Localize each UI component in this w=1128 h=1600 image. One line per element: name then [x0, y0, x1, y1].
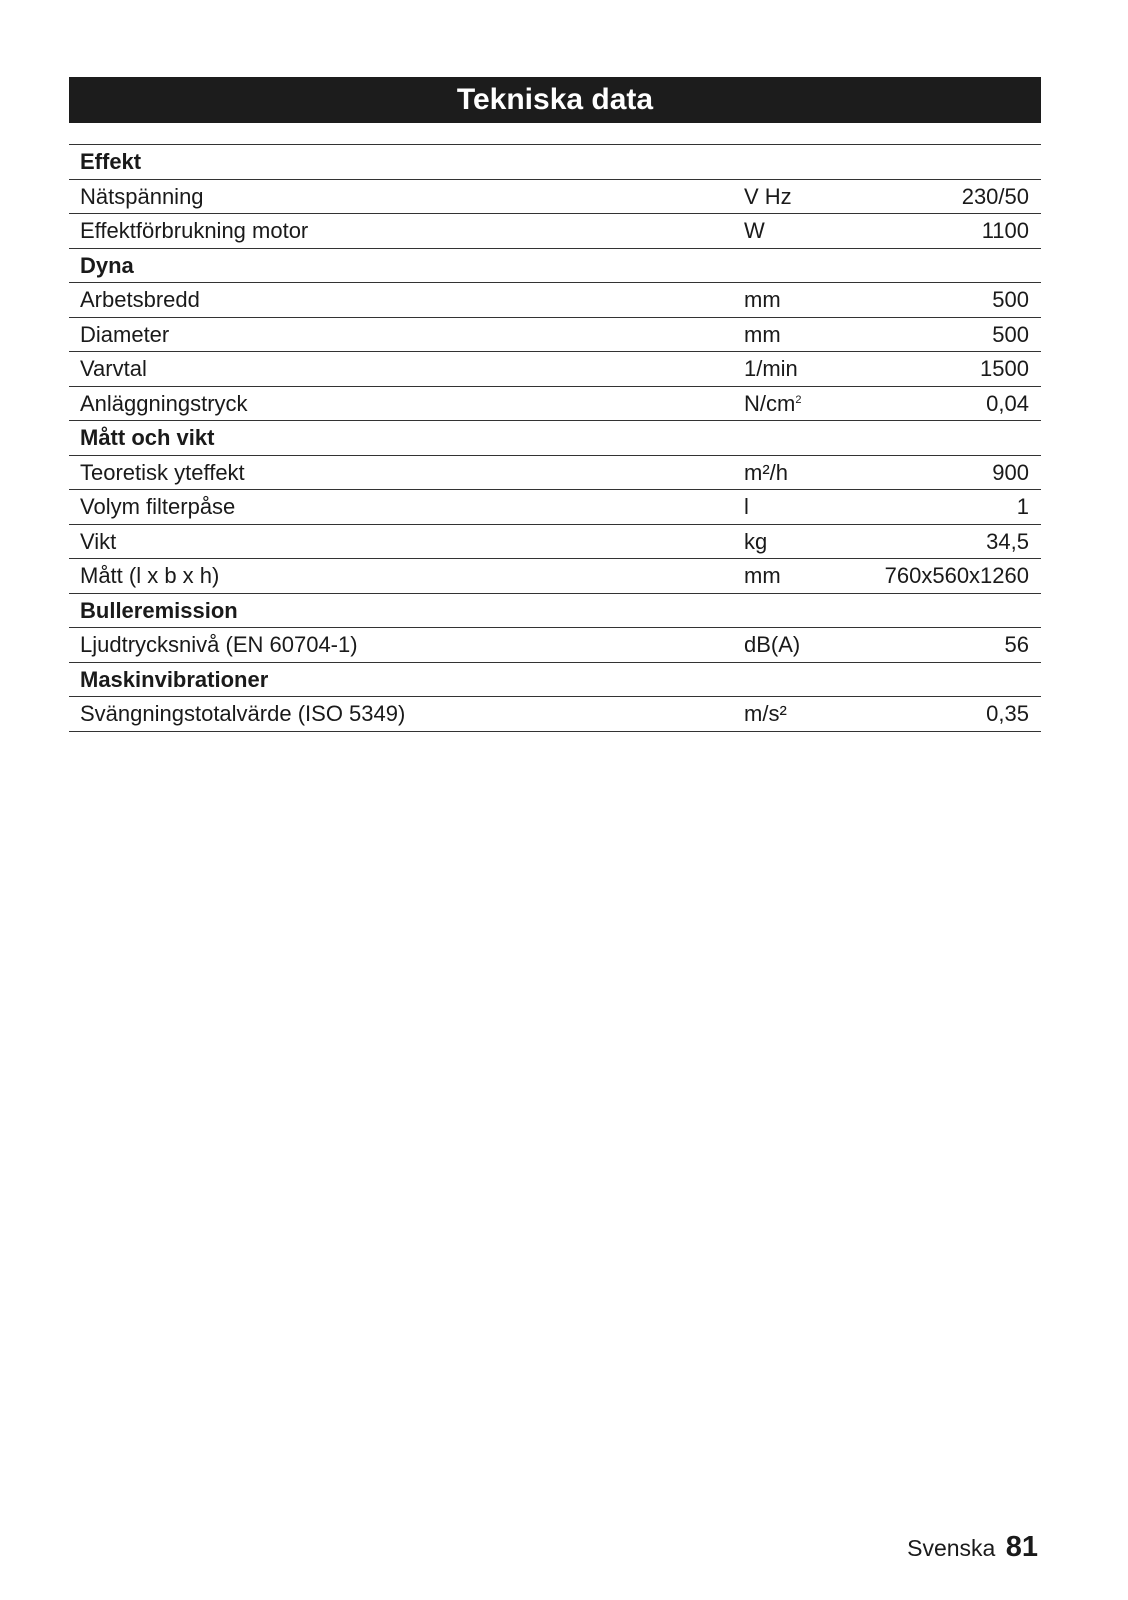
spec-label: Varvtal [80, 356, 147, 381]
spec-label: Svängningstotalvärde (ISO 5349) [80, 701, 406, 726]
spec-table [69, 144, 1041, 732]
footer-language: Svenska [907, 1535, 996, 1561]
spec-unit [744, 387, 801, 421]
spec-label: Arbetsbredd [80, 287, 200, 312]
spec-value: 0,35 [986, 701, 1029, 726]
page-title: Tekniska data [69, 77, 1041, 123]
spec-unit: kg [744, 528, 768, 554]
section-label: Dyna [80, 252, 134, 278]
spec-label: Mått (l x b x h) [80, 563, 220, 588]
spec-unit: 1/min [744, 356, 798, 381]
spec-value: 500 [992, 287, 1029, 312]
spec-value: 0,04 [986, 390, 1029, 416]
section-label: Effekt [80, 149, 142, 174]
spec-label: Effektförbrukning motor [80, 218, 309, 243]
page-number: 81 [1005, 1531, 1038, 1563]
spec-row [69, 456, 1041, 491]
spec-value: 34,5 [986, 528, 1029, 554]
spec-unit: l [744, 494, 749, 519]
spec-row [69, 352, 1041, 387]
spec-row [69, 283, 1041, 318]
page-footer [907, 1530, 1038, 1565]
section-header [69, 249, 1041, 284]
spec-value: 230/50 [961, 183, 1029, 209]
spec-value: 760x560x1260 [884, 563, 1029, 588]
spec-unit: V Hz [744, 183, 792, 209]
spec-row [69, 525, 1041, 560]
spec-label: Nätspänning [80, 183, 204, 209]
spec-unit: mm [744, 563, 781, 588]
spec-label: Anläggningstryck [80, 390, 248, 416]
spec-row [69, 387, 1041, 422]
spec-value: 56 [1004, 632, 1029, 657]
spec-value: 1500 [980, 356, 1029, 381]
section-label: Bulleremission [80, 597, 238, 623]
spec-value: 1 [1016, 494, 1029, 519]
section-header [69, 594, 1041, 629]
spec-row [69, 559, 1041, 594]
spec-row [69, 697, 1041, 732]
section-label: Maskinvibrationer [80, 666, 269, 692]
spec-row [69, 180, 1041, 215]
spec-unit: W [744, 218, 765, 243]
spec-row [69, 628, 1041, 663]
spec-unit: m²/h [744, 459, 788, 485]
section-header [69, 145, 1041, 180]
section-header [69, 663, 1041, 698]
spec-unit: m/s² [744, 701, 787, 726]
spec-row [69, 318, 1041, 353]
spec-label: Volym filterpåse [80, 494, 236, 519]
spec-row [69, 214, 1041, 249]
spec-row [69, 490, 1041, 525]
unit-base: N/cm [744, 390, 796, 416]
spec-label: Teoretisk yteffekt [80, 459, 245, 485]
section-label: Mått och vikt [80, 425, 215, 450]
spec-value: 500 [992, 321, 1029, 347]
spec-unit: dB(A) [744, 632, 801, 657]
spec-label: Ljudtrycksnivå (EN 60704-1) [80, 632, 358, 657]
unit-superscript: 2 [795, 393, 802, 406]
spec-value: 900 [992, 459, 1029, 485]
spec-label: Vikt [80, 528, 117, 554]
spec-label: Diameter [80, 321, 170, 347]
section-header [69, 421, 1041, 456]
spec-value: 1100 [981, 218, 1029, 243]
spec-unit: mm [744, 321, 781, 347]
spec-unit: mm [744, 287, 781, 312]
